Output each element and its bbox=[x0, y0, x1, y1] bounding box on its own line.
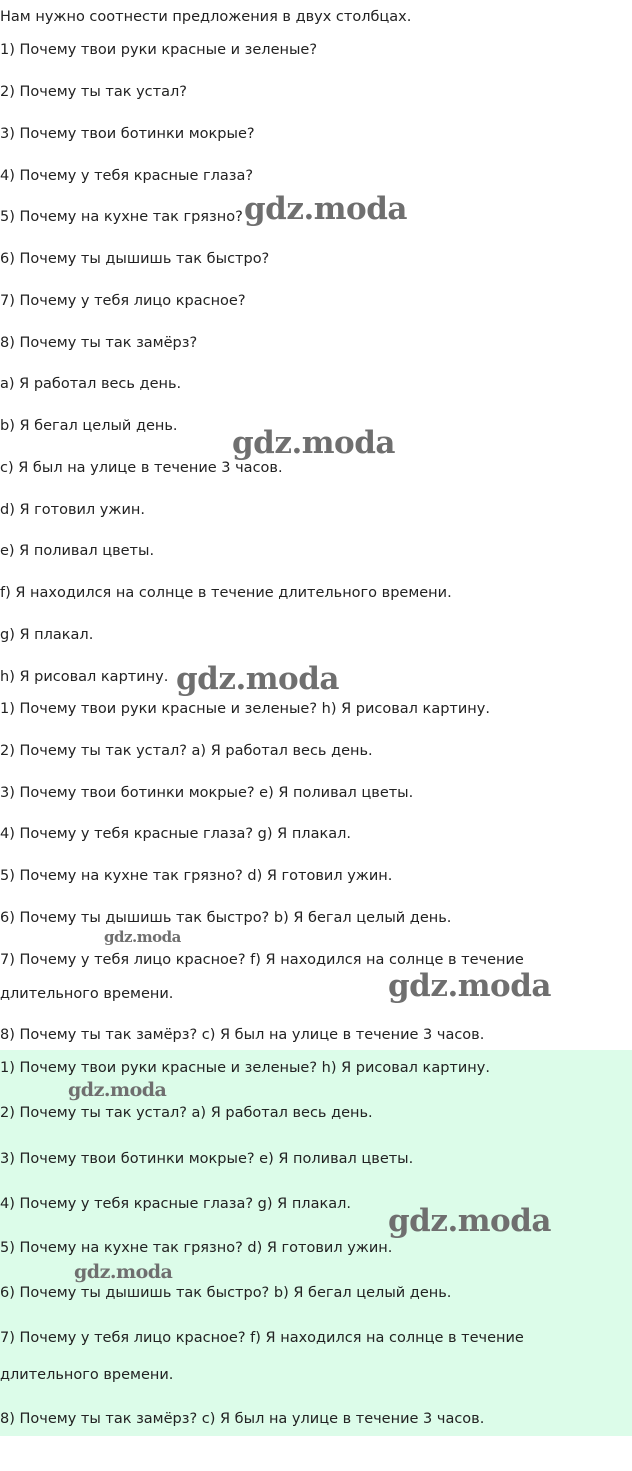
watermark-logo: gdz.moda bbox=[244, 191, 407, 227]
watermark-logo: gdz.moda bbox=[388, 1203, 551, 1239]
answer-h: h) Я рисовал картину. bbox=[0, 669, 169, 685]
watermark-logo: gdz.moda bbox=[74, 1261, 173, 1283]
intro-text: Нам нужно соотнести предложения в двух столбцах. bbox=[0, 9, 412, 25]
match-5: 5) Почему на кухне так грязно? d) Я готовил ужин. bbox=[0, 868, 393, 884]
match-7: 7) Почему у тебя лицо красное? f) Я находился на солнце в течение bbox=[0, 952, 524, 968]
watermark-logo: gdz.moda bbox=[104, 928, 181, 946]
question-8: 8) Почему ты так замёрз? bbox=[0, 335, 198, 351]
question-2: 2) Почему ты так устал? bbox=[0, 84, 187, 100]
question-4: 4) Почему у тебя красные глаза? bbox=[0, 168, 254, 184]
watermark-logo: gdz.moda bbox=[388, 968, 551, 1004]
watermark-logo: gdz.moda bbox=[176, 661, 339, 697]
final-answer-3: 3) Почему твои ботинки мокрые? e) Я поливал цветы. bbox=[0, 1151, 414, 1167]
answer-b: b) Я бегал целый день. bbox=[0, 418, 178, 434]
question-7: 7) Почему у тебя лицо красное? bbox=[0, 293, 246, 309]
answer-d: d) Я готовил ужин. bbox=[0, 502, 145, 518]
final-answer-7: 7) Почему у тебя лицо красное? f) Я находился на солнце в течение bbox=[0, 1330, 524, 1346]
match-2: 2) Почему ты так устал? a) Я работал весь день. bbox=[0, 743, 373, 759]
final-answer-6: 6) Почему ты дышишь так быстро? b) Я бегал целый день. bbox=[0, 1285, 452, 1301]
match-3: 3) Почему твои ботинки мокрые? e) Я поливал цветы. bbox=[0, 785, 414, 801]
question-1: 1) Почему твои руки красные и зеленые? bbox=[0, 42, 318, 58]
watermark-logo: gdz.moda bbox=[232, 425, 395, 461]
final-answer-2: 2) Почему ты так устал? a) Я работал весь день. bbox=[0, 1105, 373, 1121]
final-answer-1: 1) Почему твои руки красные и зеленые? h) Я рисовал картину. bbox=[0, 1060, 490, 1076]
question-3: 3) Почему твои ботинки мокрые? bbox=[0, 126, 255, 142]
match-4: 4) Почему у тебя красные глаза? g) Я плакал. bbox=[0, 826, 351, 842]
match-8: 8) Почему ты так замёрз? c) Я был на улице в течение 3 часов. bbox=[0, 1027, 485, 1043]
answer-e: e) Я поливал цветы. bbox=[0, 543, 155, 559]
final-answer-8: 8) Почему ты так замёрз? c) Я был на улице в течение 3 часов. bbox=[0, 1411, 485, 1427]
match-1: 1) Почему твои руки красные и зеленые? h) Я рисовал картину. bbox=[0, 701, 490, 717]
final-answer-4: 4) Почему у тебя красные глаза? g) Я плакал. bbox=[0, 1196, 351, 1212]
match-6: 6) Почему ты дышишь так быстро? b) Я бегал целый день. bbox=[0, 910, 452, 926]
answer-f: f) Я находился на солнце в течение длительного времени. bbox=[0, 585, 452, 601]
question-6: 6) Почему ты дышишь так быстро? bbox=[0, 251, 270, 267]
answer-g: g) Я плакал. bbox=[0, 627, 94, 643]
final-answer-7-continued: длительного времени. bbox=[0, 1367, 174, 1383]
answer-c: c) Я был на улице в течение 3 часов. bbox=[0, 460, 283, 476]
final-answer-5: 5) Почему на кухне так грязно? d) Я готовил ужин. bbox=[0, 1240, 393, 1256]
question-5: 5) Почему на кухне так грязно? bbox=[0, 209, 243, 225]
watermark-logo: gdz.moda bbox=[68, 1079, 167, 1101]
answer-a: a) Я работал весь день. bbox=[0, 376, 182, 392]
match-7-continued: длительного времени. bbox=[0, 986, 174, 1002]
